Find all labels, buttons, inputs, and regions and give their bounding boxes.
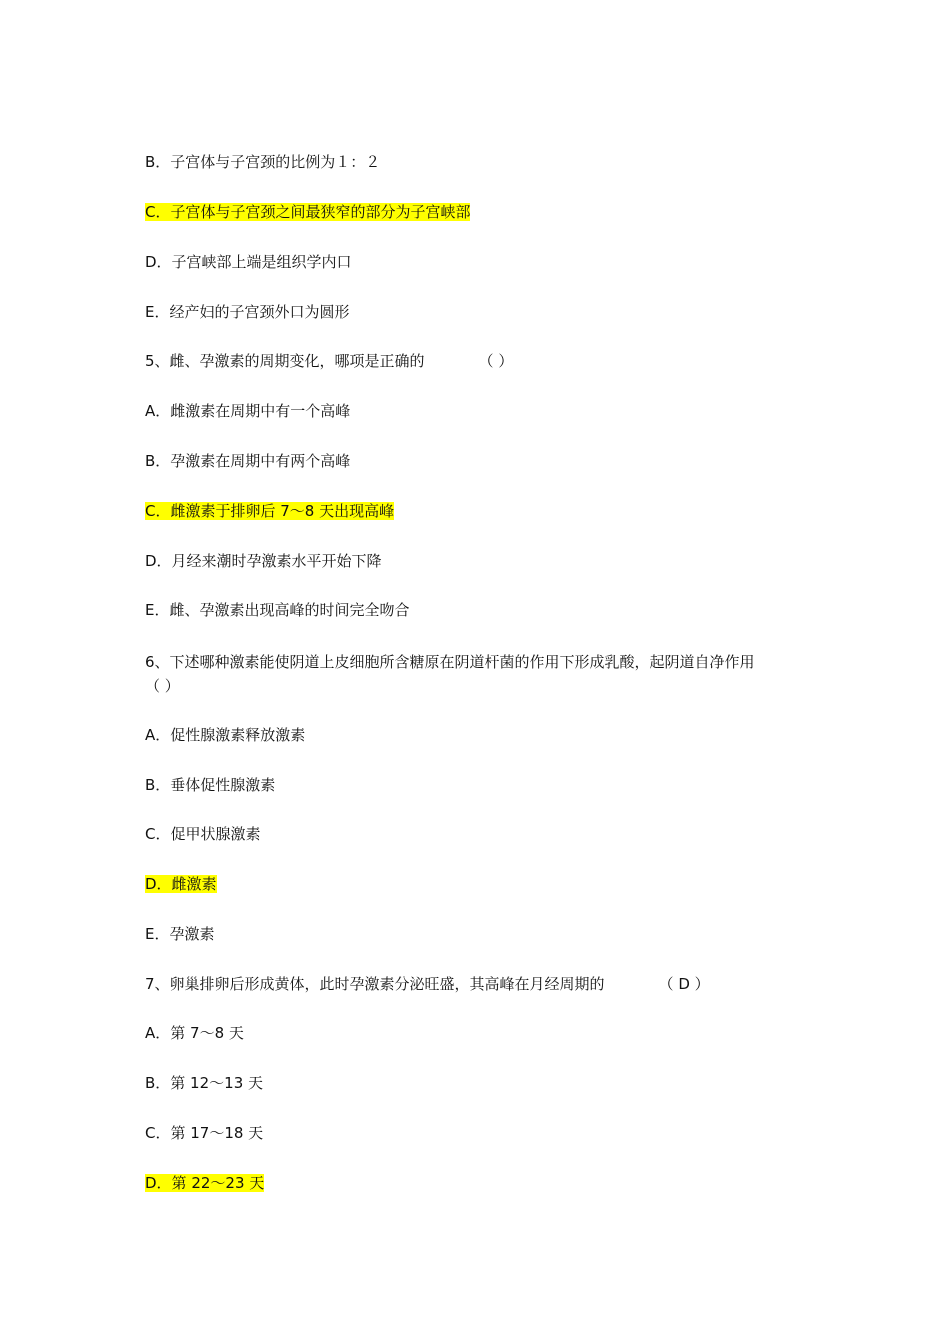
option-text: C．第 17～18 天 — [145, 1124, 264, 1142]
option-line — [145, 551, 382, 571]
option-line — [145, 1023, 244, 1043]
answer-blank: （ ） — [145, 677, 180, 695]
question-text: 7、卵巢排卵后形成黄体，此时孕激素分泌旺盛，其高峰在月经周期的 — [145, 975, 605, 993]
option-text: C．促甲状腺激素 — [145, 825, 261, 843]
option-line — [145, 451, 350, 471]
option-text: B．垂体促性腺激素 — [145, 776, 276, 794]
option-line — [145, 824, 260, 844]
option-text: E．雌、孕激素出现高峰的时间完全吻合 — [145, 601, 410, 619]
option-text: A．第 7～8 天 — [145, 1024, 244, 1042]
answer-blank: （ ） — [478, 352, 514, 370]
option-text: E．经产妇的子宫颈外口为圆形 — [145, 303, 350, 321]
option-line-highlighted — [145, 874, 217, 894]
question-line — [145, 650, 810, 698]
option-text: D．月经来潮时孕激素水平开始下降 — [145, 552, 382, 570]
option-line — [145, 252, 352, 272]
option-text: A．促性腺激素释放激素 — [145, 726, 306, 744]
option-text: D．子宫峡部上端是组织学内口 — [145, 253, 352, 271]
option-text: B．子宫体与子宫颈的比例为１：２ — [145, 153, 381, 171]
answer-blank: （ D ） — [658, 975, 710, 993]
option-text: E．孕激素 — [145, 925, 215, 943]
option-line — [145, 1123, 263, 1143]
question-text: 5、雌、孕激素的周期变化，哪项是正确的 — [145, 352, 425, 370]
option-line-highlighted — [145, 501, 394, 521]
option-line — [145, 924, 214, 944]
option-line-highlighted — [145, 202, 470, 222]
option-line — [145, 1073, 263, 1093]
question-line — [145, 351, 513, 371]
option-line — [145, 600, 409, 620]
option-text: B．孕激素在周期中有两个高峰 — [145, 452, 351, 470]
option-text: C．雌激素于排卵后 7～8 天出现高峰 — [145, 502, 395, 520]
option-line — [145, 152, 380, 172]
option-text: C．子宫体与子宫颈之间最狭窄的部分为子宫峡部 — [145, 203, 471, 221]
option-line — [145, 775, 275, 795]
option-line — [145, 725, 305, 745]
question-line — [145, 974, 710, 994]
option-line-highlighted — [145, 1173, 264, 1193]
option-line — [145, 401, 350, 421]
option-text: B．第 12～13 天 — [145, 1074, 264, 1092]
option-text: D．雌激素 — [145, 875, 217, 893]
option-text: D．第 22～23 天 — [145, 1174, 265, 1192]
option-text: A．雌激素在周期中有一个高峰 — [145, 402, 351, 420]
question-text: 6、下述哪种激素能使阴道上皮细胞所含糖原在阴道杆菌的作用下形成乳酸，起阴道自净作用 — [145, 653, 755, 671]
option-line — [145, 302, 349, 322]
